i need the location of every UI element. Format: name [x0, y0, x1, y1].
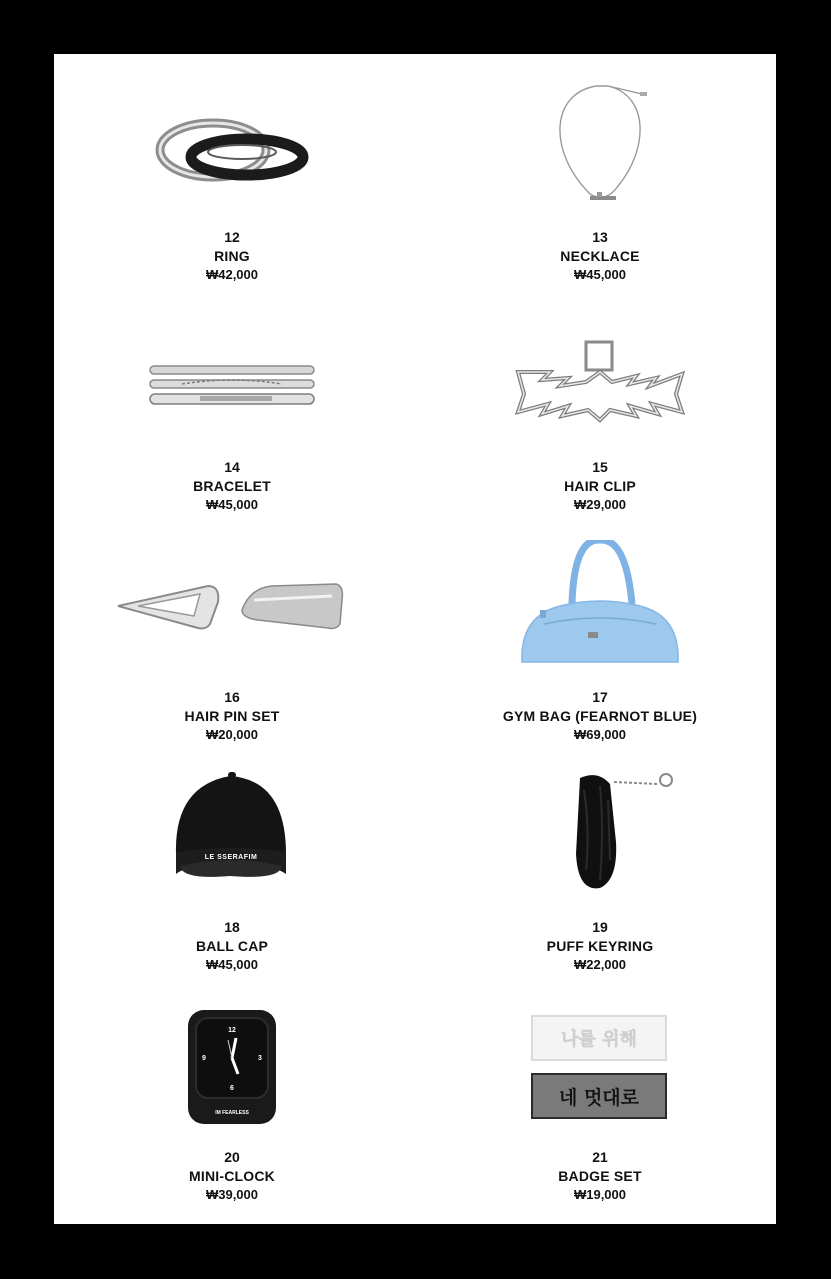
product-price: ₩69,000 — [573, 727, 627, 742]
clock-numeral-3: 3 — [258, 1055, 262, 1062]
hair-pin-icon — [82, 540, 382, 680]
product-name: NECKLACE — [560, 248, 640, 264]
product-number: 15 — [592, 459, 608, 475]
product-card-bracelet — [82, 310, 382, 510]
badge-top-text: 나를 위해 — [561, 1029, 637, 1050]
hair-clip-icon — [450, 310, 750, 450]
product-price: ₩20,000 — [205, 727, 259, 742]
product-name: HAIR CLIP — [564, 478, 636, 494]
product-price: ₩42,000 — [205, 267, 259, 282]
product-name: HAIR PIN SET — [184, 708, 280, 724]
product-number: 16 — [224, 689, 240, 705]
badge-bottom-text: 네 멋대로 — [558, 1087, 640, 1109]
gym-bag-icon — [450, 540, 750, 680]
product-card-ball-cap — [82, 770, 382, 970]
product-price: ₩29,000 — [573, 497, 627, 512]
product-number: 14 — [224, 459, 240, 475]
product-price: ₩45,000 — [205, 957, 259, 972]
product-price: ₩39,000 — [205, 1187, 259, 1202]
product-number: 13 — [592, 229, 608, 245]
product-number: 17 — [592, 689, 608, 705]
product-name: GYM BAG (FEARNOT BLUE) — [502, 708, 698, 724]
product-card-hair-pin-set — [82, 540, 382, 740]
product-card-badge-set — [450, 1000, 750, 1200]
cap-logo-text: LE SSERAFIM — [204, 854, 258, 861]
clock-numeral-9: 9 — [202, 1055, 206, 1062]
clock-brand-text: IM FEARLESS — [215, 1110, 249, 1116]
product-name: PUFF KEYRING — [546, 938, 654, 954]
product-sheet — [54, 54, 776, 1224]
product-card-gym-bag — [450, 540, 750, 740]
product-number: 20 — [224, 1149, 240, 1165]
ring-icon — [82, 80, 382, 220]
keyring-icon — [450, 770, 750, 910]
product-card-ring — [82, 80, 382, 280]
product-number: 21 — [592, 1149, 608, 1165]
product-card-puff-keyring — [450, 770, 750, 970]
clock-numeral-12: 12 — [228, 1027, 236, 1034]
product-name: BRACELET — [193, 478, 271, 494]
product-number: 19 — [592, 919, 608, 935]
product-name: BADGE SET — [558, 1168, 642, 1184]
ball-cap-icon — [82, 770, 382, 910]
product-price: ₩45,000 — [573, 267, 627, 282]
clock-icon — [82, 1000, 382, 1140]
necklace-icon — [450, 80, 750, 220]
product-price: ₩19,000 — [573, 1187, 627, 1202]
badge-icon — [450, 1000, 750, 1140]
product-price: ₩45,000 — [205, 497, 259, 512]
product-number: 18 — [224, 919, 240, 935]
clock-numeral-6: 6 — [230, 1085, 234, 1092]
product-name: BALL CAP — [195, 938, 269, 954]
product-number: 12 — [224, 229, 240, 245]
product-card-necklace — [450, 80, 750, 280]
product-name: RING — [214, 248, 250, 264]
product-name: MINI-CLOCK — [189, 1168, 275, 1184]
bracelet-icon — [82, 310, 382, 450]
product-card-mini-clock — [82, 1000, 382, 1200]
product-price: ₩22,000 — [573, 957, 627, 972]
product-card-hair-clip — [450, 310, 750, 510]
